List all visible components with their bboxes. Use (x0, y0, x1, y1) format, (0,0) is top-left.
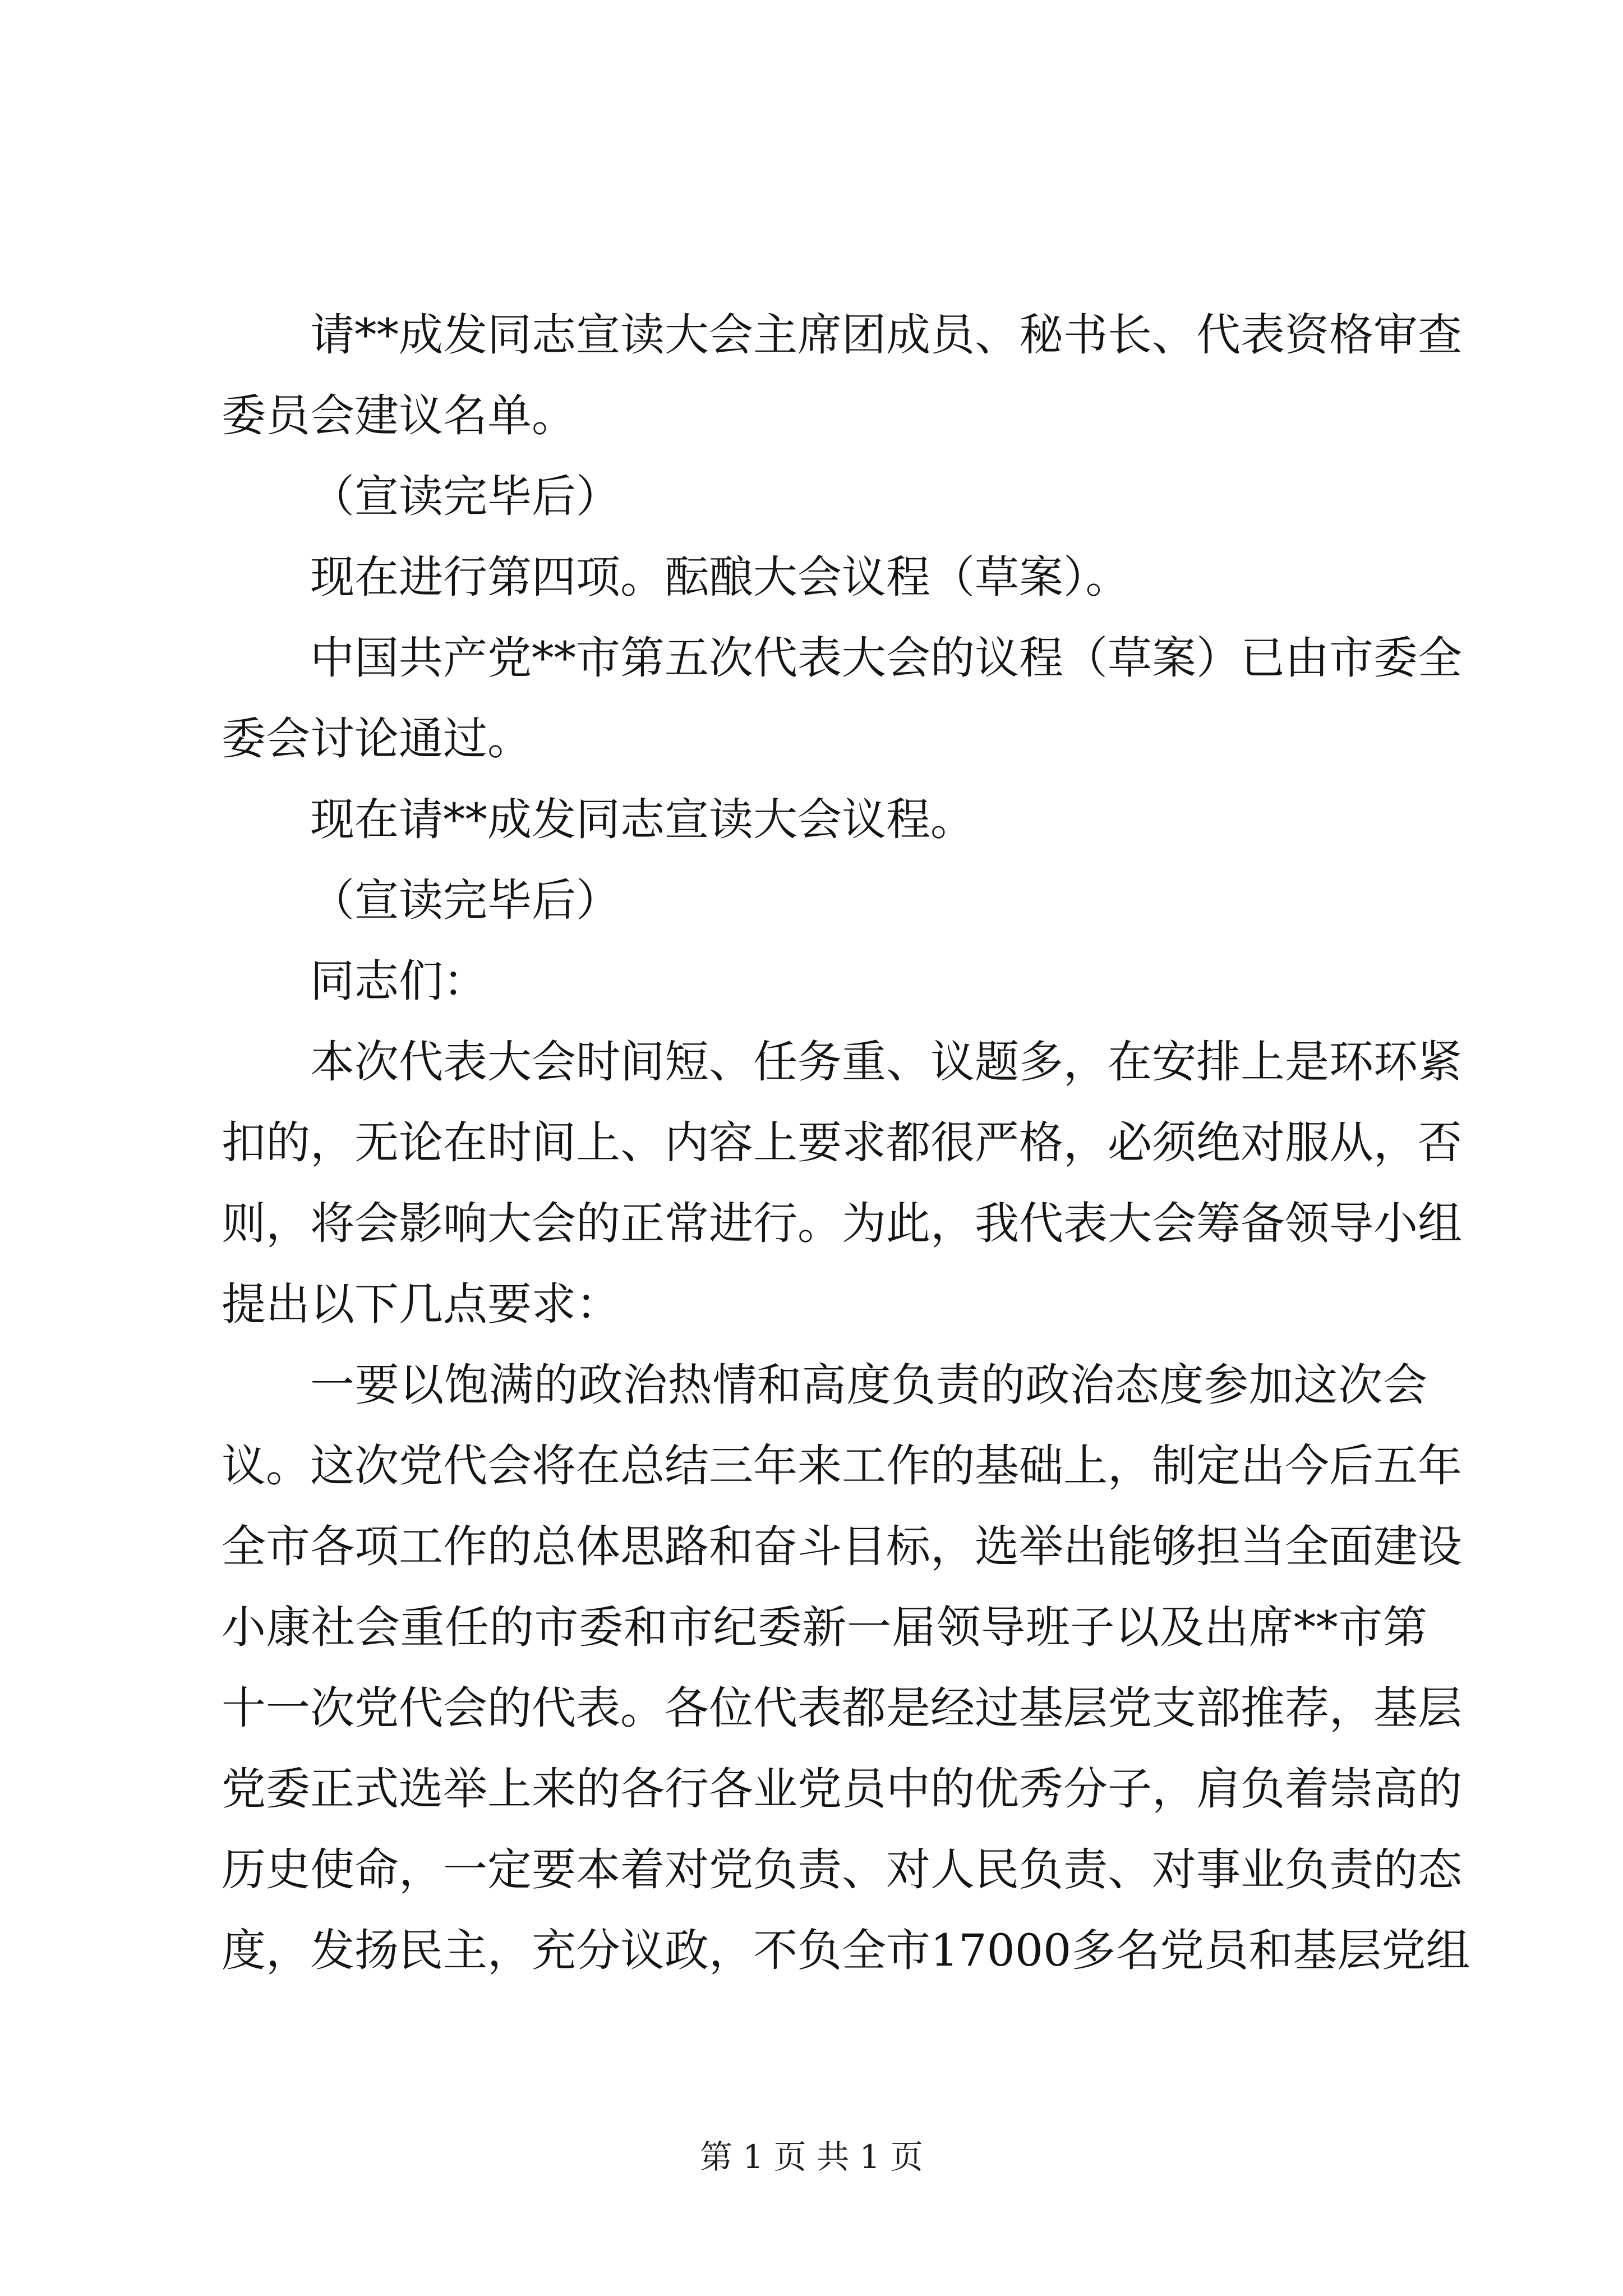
paragraph-line: 中国共产党**市第五次代表大会的议程（草案）已由市委全 (310, 632, 1462, 684)
paragraph-line: 扣的，无论在时间上、内容上要求都很严格，必须绝对服从，否 (222, 1117, 1462, 1168)
paragraph-line: 现在请**成发同志宣读大会议程。 (310, 794, 975, 845)
paragraph-line: 提出以下几点要求： (222, 1278, 620, 1330)
paragraph-line: 十一次党代会的代表。各位代表都是经过基层党支部推荐，基层 (222, 1682, 1462, 1734)
paragraph-line: 议。这次党代会将在总结三年来工作的基础上，制定出今后五年 (222, 1440, 1462, 1492)
document-body (222, 295, 1470, 1991)
page-footer (0, 2134, 1623, 2179)
paragraph-line: 党委正式选举上来的各行各业党员中的优秀分子，肩负着崇高的 (222, 1763, 1462, 1815)
paragraph-line: 请**成发同志宣读大会主席团成员、秘书长、代表资格审查 (310, 309, 1462, 361)
paragraph-line: 本次代表大会时间短、任务重、议题多，在安排上是环环紧 (310, 1036, 1462, 1088)
paragraph-line: （宣读完毕后） (310, 471, 620, 522)
paragraph-line: 委会讨论通过。 (222, 713, 532, 765)
paragraph-line: 则，将会影响大会的正常进行。为此，我代表大会筹备领导小组 (222, 1198, 1462, 1249)
paragraph-line: （宣读完毕后） (310, 875, 620, 926)
paragraph-line: 委员会建议名单。 (222, 390, 576, 441)
paragraph-line: 同志们： (310, 955, 487, 1007)
paragraph-line: 历史使命，一定要本着对党负责、对人民负责、对事业负责的态 (222, 1844, 1462, 1895)
paragraph-line: 度，发扬民主，充分议政，不负全市17000多名党员和基层党组 (222, 1925, 1470, 1976)
paragraph-line: 现在进行第四项。酝酿大会议程（草案）。 (310, 551, 1130, 603)
paragraph-line: 全市各项工作的总体思路和奋斗目标，选举出能够担当全面建设 (222, 1521, 1462, 1572)
paragraph-line: 一要以饱满的政治热情和高度负责的政治态度参加这次会 (310, 1359, 1427, 1411)
page-number-label: 第 1 页 共 1 页 (700, 2138, 923, 2176)
paragraph-line: 小康社会重任的市委和市纪委新一届领导班子以及出席**市第 (222, 1602, 1427, 1653)
